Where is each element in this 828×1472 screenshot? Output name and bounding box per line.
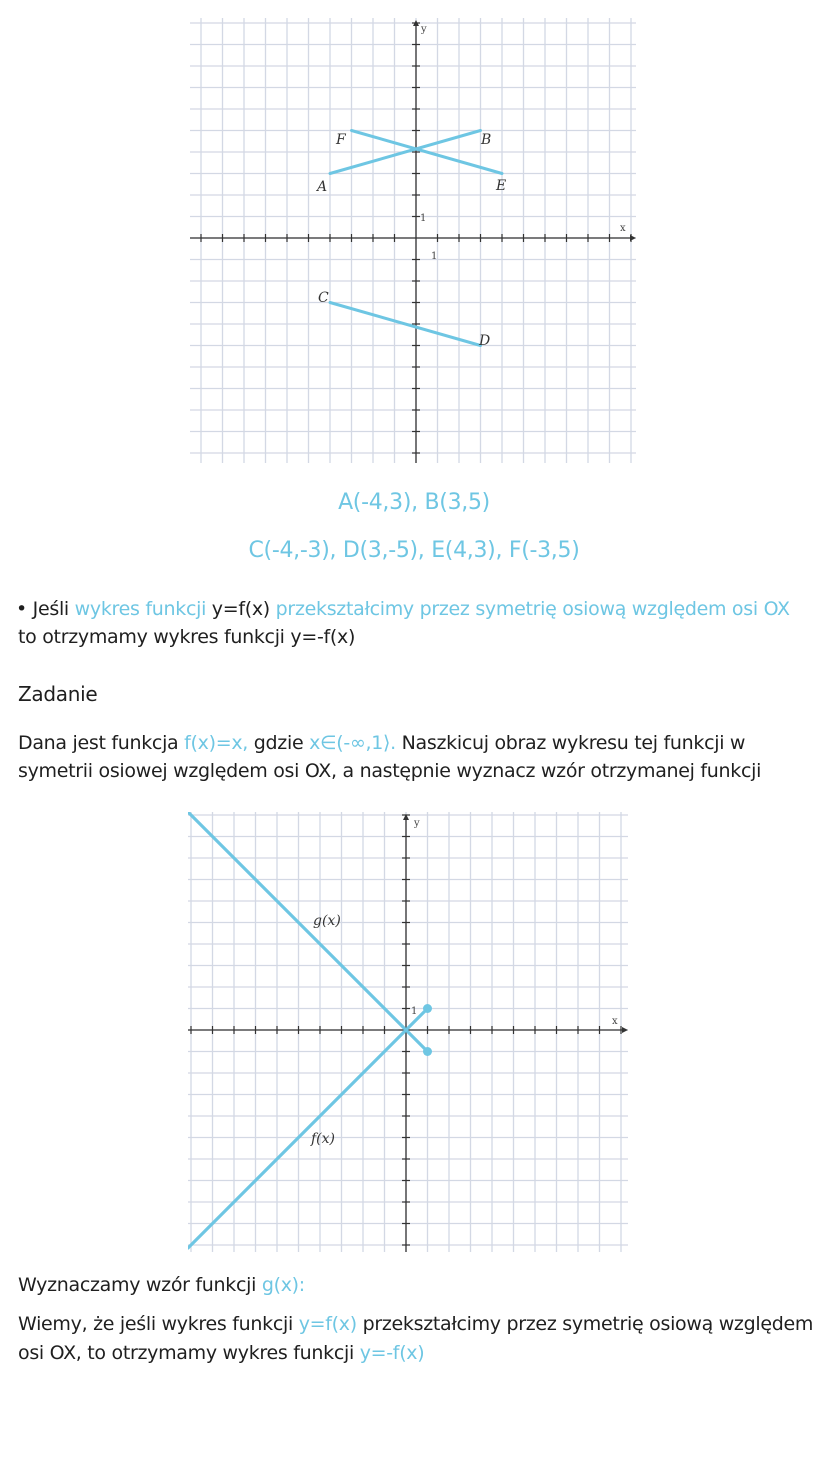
rule-function: y=f(x)	[211, 598, 270, 620]
x-axis-arrow	[622, 1027, 628, 1033]
task-domain: x∈(-∞,1⟩.	[309, 732, 396, 754]
y-axis-label: y	[421, 24, 427, 35]
point-label-c: C	[318, 290, 329, 306]
solution-line-1	[18, 1272, 305, 1298]
grid	[190, 18, 636, 463]
graph-reflection	[188, 812, 628, 1252]
solution-line-2	[18, 1311, 813, 1337]
solution-text-1: Wyznaczamy wzór funkcji	[18, 1274, 257, 1296]
solution-text-2: Wiemy, że jeśli wykres funkcji	[18, 1313, 293, 1335]
task-text-1: Dana jest funkcja	[18, 732, 179, 754]
solution-text-3: przekształcimy przez symetrię osiową względem	[362, 1313, 814, 1335]
point-label-f: F	[336, 132, 346, 148]
point-label-d: D	[479, 333, 491, 349]
solution-line-3	[18, 1340, 424, 1366]
rule-line-1	[16, 596, 790, 622]
task-line-2: symetrii osiowej względem osi OX, a następnie wyznacz wzór otrzymanej funkcji	[18, 760, 762, 782]
rule-blue-2: przekształcimy przez symetrię osiową względem osi OX	[275, 598, 790, 620]
g-label: g(x)	[313, 913, 341, 929]
x-unit-label: 1	[431, 251, 438, 262]
f-endpoint	[423, 1004, 432, 1013]
rule-line-2: to otrzymamy wykres funkcji y=-f(x)	[18, 626, 356, 648]
point-label-a: A	[317, 179, 328, 195]
solution-neg-f: y=-f(x)	[359, 1342, 425, 1364]
coordinates-line-2: C(-4,-3), D(3,-5), E(4,3), F(-3,5)	[248, 538, 580, 563]
task-text-2: gdzie	[253, 732, 304, 754]
x-axis-label: x	[612, 1016, 618, 1027]
point-label-e: E	[496, 178, 507, 194]
task-text-3: Naszkicuj obraz wykresu tej funkcji w	[401, 732, 746, 754]
axes	[190, 20, 636, 463]
unit-label: 1	[411, 1006, 418, 1017]
y-unit-label: 1	[420, 213, 427, 224]
coordinates-line-1: A(-4,3), B(3,5)	[338, 490, 490, 515]
g-line	[188, 812, 428, 1052]
y-axis-label: y	[414, 818, 420, 829]
g-endpoint	[423, 1047, 432, 1056]
graph-segments	[190, 18, 636, 463]
solution-g: g(x):	[261, 1274, 305, 1296]
f-label: f(x)	[311, 1131, 336, 1147]
task-line-1	[18, 730, 745, 756]
point-label-b: B	[481, 132, 492, 148]
solution-text-4: osi OX, to otrzymamy wykres funkcji	[18, 1342, 354, 1364]
f-line	[188, 1009, 428, 1249]
rule-blue-1: wykres funkcji	[74, 598, 207, 620]
rule-bullet: • Jeśli	[16, 598, 69, 620]
solution-f: y=f(x)	[298, 1313, 357, 1335]
task-title: Zadanie	[18, 682, 98, 706]
task-function: f(x)=x,	[184, 732, 249, 754]
x-axis-label: x	[620, 223, 626, 234]
